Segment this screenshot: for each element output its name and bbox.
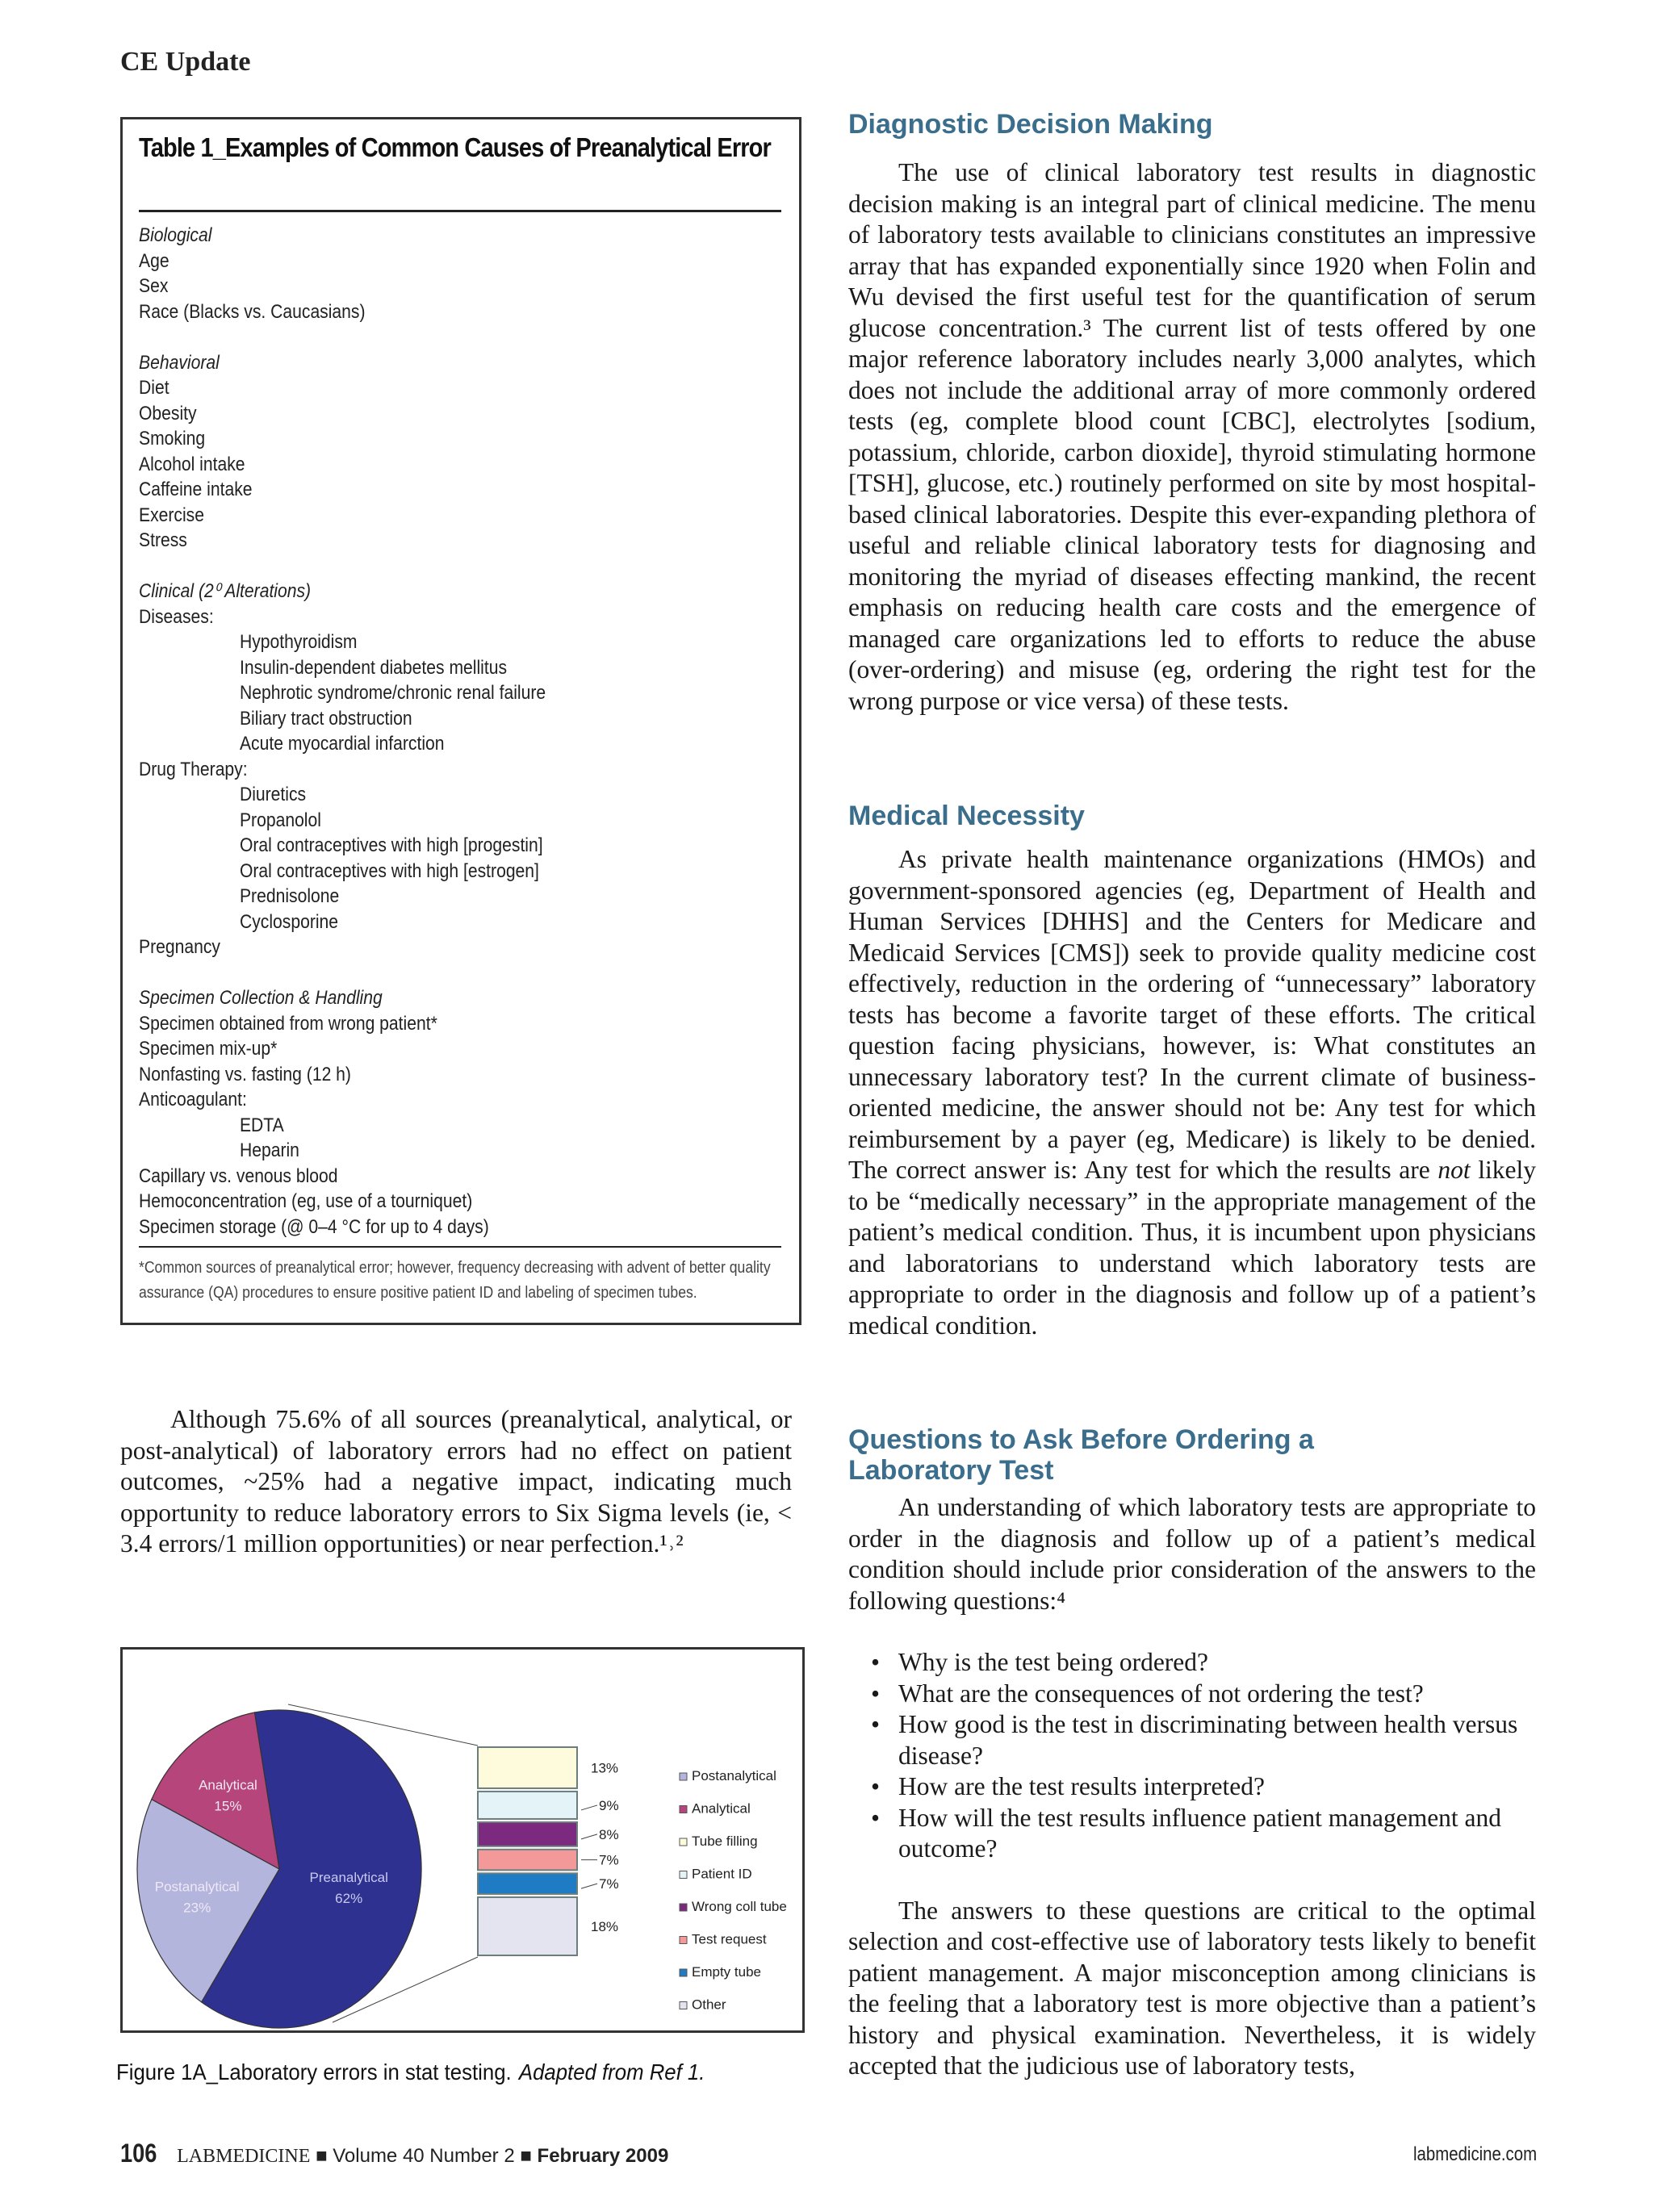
legend-label: Analytical <box>692 1800 751 1817</box>
bar-segment-wrong-coll-tube <box>478 1822 577 1846</box>
question-list <box>848 1647 1536 1865</box>
bar-segment-test-request <box>478 1850 577 1871</box>
question-item: • How will the test results influence patient management and outcome? <box>848 1803 1536 1865</box>
legend-swatch <box>680 1838 687 1846</box>
figure-1a <box>120 1647 805 2033</box>
leader-line <box>581 1805 597 1810</box>
paragraph: Although 75.6% of all sources (preanalytical, analytical, or post-analytical) of laboratory errors had no effect on patient outcomes, ~25% had a negative impact, indicating much opportunity to reduce laboratory errors to Six Sigma levels (ie, < 3.4 errors/1 million opportunities) or near perfection.¹˒² <box>120 1405 792 1558</box>
legend-swatch <box>680 1904 687 1911</box>
legend-swatch <box>680 1806 687 1813</box>
section-heading: Diagnostic Decision Making <box>848 109 1213 140</box>
legend-label: Patient ID <box>692 1866 752 1882</box>
table-item: Propanolol <box>239 809 321 831</box>
text: likely to be “medically necessary” in the appropriate management of the patient’s medical condition. Thus, it is incumbent upon physicians and laboratorians to understand which laboratory tests are appropriate to order in the diagnosis and follow up of a patient’s medical condition. <box>848 1156 1536 1340</box>
table-item: Drug Therapy: <box>139 758 248 780</box>
table-item: Specimen storage (@ 0–4 °C for up to 4 days) <box>139 1215 489 1238</box>
table-category: Behavioral <box>139 351 220 374</box>
figure-caption <box>116 2059 705 2085</box>
section-heading: Questions to Ask Before Ordering a Laboratory Test <box>848 1424 1314 1486</box>
issue-date: February 2009 <box>537 2145 669 2167</box>
table-item: Hypothyroidism <box>239 631 358 653</box>
paragraph: The answers to these questions are critical to the optimal selection and cost-effective use of laboratory tests likely to benefit patient management. A major misconception among clinicians is the feeling that a laboratory test is more objective than a patient’s history and physical examination. Nevertheless, it is widely accepted that the judicious use of laboratory tests, <box>848 1896 1536 2080</box>
pie-chart <box>123 1650 802 2030</box>
table-footnote: *Common sources of preanalytical error; however, frequency decreasing with advent of better quality assurance (QA) procedures to ensure positive patient ID and labeling of specimen tubes. <box>139 1259 771 1302</box>
journal-name: LABMEDICINE <box>177 2146 311 2167</box>
legend-label: Test request <box>692 1931 767 1947</box>
caption-text: Figure 1A_Laboratory errors in stat testing. <box>116 2059 512 2084</box>
table-item: Biliary tract obstruction <box>239 707 412 730</box>
pie-value-label: 62% <box>335 1890 363 1906</box>
table-body <box>139 223 783 1240</box>
table-1 <box>120 117 801 1325</box>
pie-label: Analytical <box>199 1777 257 1793</box>
paragraph <box>848 844 1536 1341</box>
bar-value-label: 18% <box>591 1918 619 1934</box>
page-number: 106 <box>120 2139 157 2168</box>
table-item: Diet <box>139 377 169 399</box>
bar-value-label: 7% <box>599 1876 619 1892</box>
question-item: • What are the consequences of not ordering the test? <box>848 1679 1536 1710</box>
paragraph: The use of clinical laboratory test results in diagnostic decision making is an integral part of clinical medicine. The menu of laboratory tests available to clinicians constitutes an impressive array that has expanded exponentially since 1920 when Folin and Wu devised the first useful test for the quantification of serum glucose concentration.³ The current list of tests offered by one major reference laboratory includes nearly 3,000 analytes, which does not include the additional array of more commonly ordered tests (eg, complete blood count [CBC], electrolytes [sodium, potassium, chloride, carbon dioxide], thyroid stimulating hormone [TSH], glucose, etc.) routinely performed on site by most hospital-based clinical laboratories. Despite this ever-expanding plethora of useful and reliable clinical laboratory tests for diagnosing and monitoring the myriad of diseases effecting mankind, the recent emphasis on reducing health care costs and the emergence of managed care organizations led to efforts to reduce the abuse (over-ordering) and misuse (eg, ordering the right test for the wrong purpose or vice versa) of these tests. <box>848 158 1536 715</box>
table-item: Pregnancy <box>139 936 220 958</box>
table-item: Insulin-dependent diabetes mellitus <box>239 656 508 679</box>
table-category: Specimen Collection & Handling <box>139 987 383 1009</box>
text: As private health maintenance organizations (HMOs) and government-sponsored agencies (eg, Department of Health and Human Services [DHHS] and the Centers for Medicare and Medicaid Services [CMS]) seek to provide quality medicine cost effectively, reduction in the ordering of “unnecessary” laboratory tests has become a favorite target of these efforts. The critical question facing physicians, however, is: What constitutes an unnecessary laboratory test? In the current climate of business-oriented medicine, the answer should not be: Any test for which reimbursement by a payer (eg, Medicare) is likely to be denied. The correct answer is: Any test for which the results are <box>848 845 1536 1184</box>
page-footer <box>120 2139 1537 2171</box>
table-item: Sex <box>139 275 169 297</box>
table-item: Oral contraceptives with high [progestin] <box>239 834 543 856</box>
leader-line <box>581 1884 597 1888</box>
pie-label: Preanalytical <box>309 1869 388 1885</box>
section-heading: Medical Necessity <box>848 801 1085 831</box>
legend-label: Other <box>692 1997 726 2013</box>
table-title: Table 1_Examples of Common Causes of Preanalytical Error <box>139 132 771 162</box>
section-medical-necessity <box>848 801 1536 1341</box>
bar-value-label: 13% <box>591 1760 619 1776</box>
emphasis: not <box>1437 1156 1471 1184</box>
running-head: CE Update <box>120 47 251 77</box>
table-item: Alcohol intake <box>139 453 245 475</box>
legend-label: Wrong coll tube <box>692 1899 787 1914</box>
bar-value-label: 9% <box>599 1797 619 1813</box>
pie-label: Postanalytical <box>154 1879 240 1895</box>
legend-swatch <box>680 1937 687 1944</box>
table-item: Capillary vs. venous blood <box>139 1165 338 1187</box>
table-item: Race (Blacks vs. Caucasians) <box>139 300 366 323</box>
legend-swatch <box>680 1871 687 1879</box>
bar-segment-patient-id <box>478 1792 577 1819</box>
paragraph: An understanding of which laboratory tests are appropriate to order in the diagnosis and follow up of a patient’s medical condition should include prior consideration of the answers to the following questions:⁴ <box>848 1493 1536 1615</box>
bar-value-label: 8% <box>599 1826 619 1842</box>
table-item: Oral contraceptives with high [estrogen] <box>239 859 539 882</box>
table-divider <box>139 210 781 212</box>
bar-value-label: 7% <box>599 1852 619 1868</box>
legend-label: Postanalytical <box>692 1768 776 1783</box>
bar-segment-tube-filling <box>478 1747 577 1788</box>
table-item: Heparin <box>239 1139 299 1161</box>
legend-swatch <box>680 1969 687 1976</box>
table-item: Acute myocardial infarction <box>239 733 445 755</box>
question-item: • How good is the test in discriminating between health versus disease? <box>848 1709 1536 1771</box>
question-item: • Why is the test being ordered? <box>848 1647 1536 1679</box>
section-questions <box>848 1424 1536 2082</box>
question-item: • How are the test results interpreted? <box>848 1771 1536 1803</box>
bar-segment-empty-tube <box>478 1873 577 1894</box>
pie-value-label: 23% <box>183 1900 211 1916</box>
legend-label: Empty tube <box>692 1964 761 1980</box>
table-item: Diseases: <box>139 605 214 628</box>
website: labmedicine.com <box>1412 2143 1537 2165</box>
table-item: Caffeine intake <box>139 479 253 500</box>
table-item: Prednisolone <box>239 885 340 907</box>
table-item: Diuretics <box>239 784 307 805</box>
table-item: Obesity <box>139 402 197 424</box>
legend-swatch <box>680 1773 687 1780</box>
table-category: Biological <box>139 224 212 246</box>
left-column-text <box>120 1404 792 1560</box>
section-diagnostic-decision-making <box>848 109 1536 717</box>
table-item: Smoking <box>139 428 206 450</box>
issue: ■ Volume 40 Number 2 ■ <box>316 2145 532 2167</box>
table-footnote-divider <box>139 1246 781 1248</box>
table-item: Stress <box>139 529 187 551</box>
table-category: Clinical (2⁰ Alterations) <box>139 580 312 602</box>
table-item: Specimen mix-up* <box>139 1038 278 1060</box>
table-item: Nonfasting vs. fasting (12 h) <box>139 1063 351 1085</box>
legend-swatch <box>680 2002 687 2009</box>
table-item: Exercise <box>139 504 204 526</box>
table-item: Cyclosporine <box>239 910 339 933</box>
bar-segment-other <box>478 1897 577 1955</box>
caption-source: Adapted from Ref 1. <box>518 2059 705 2084</box>
table-item: Age <box>139 249 169 272</box>
pie-value-label: 15% <box>214 1798 242 1814</box>
table-item: Nephrotic syndrome/chronic renal failure <box>239 682 546 704</box>
legend-label: Tube filling <box>692 1834 758 1849</box>
table-item: Specimen obtained from wrong patient* <box>139 1012 437 1035</box>
table-item: EDTA <box>239 1114 284 1136</box>
table-item: Hemoconcentration (eg, use of a tourniquet) <box>139 1190 473 1212</box>
leader-line <box>581 1834 597 1839</box>
table-item: Anticoagulant: <box>139 1089 247 1110</box>
